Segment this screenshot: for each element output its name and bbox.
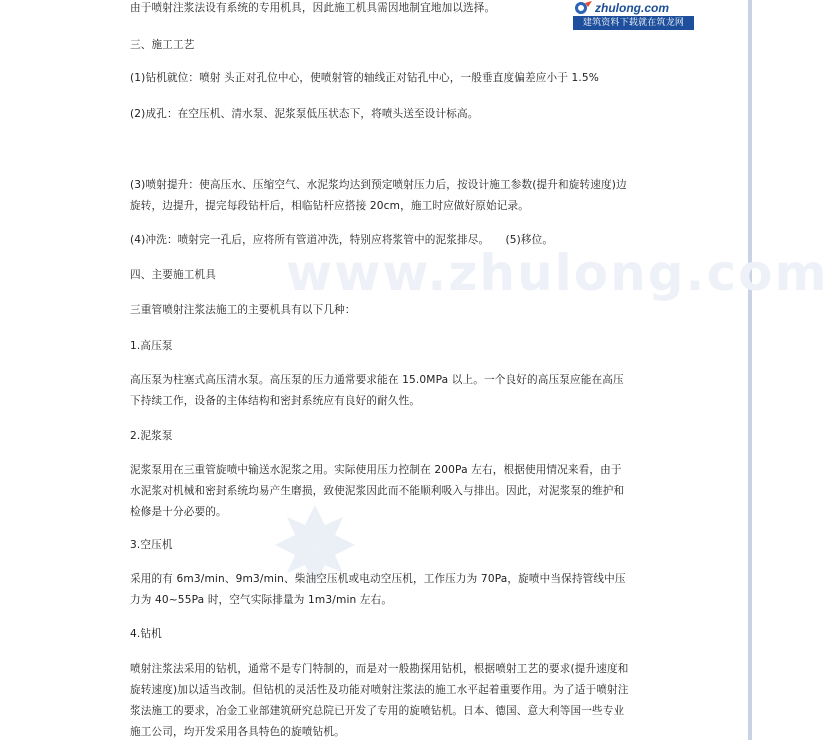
- subheading-high-pressure-pump: 1.高压泵: [130, 340, 173, 352]
- step-2-paragraph: (2)成孔：在空压机、清水泵、泥浆泵低压状态下，将喷头送至设计标高。: [130, 108, 479, 120]
- brand-slogan: 建筑资料下载就在筑龙网: [573, 16, 694, 30]
- step-3-paragraph: (3)喷射提升：使高压水、压缩空气、水泥浆均达到预定喷射压力后，按设计施工参数(提升和旋转速度)边旋转，边提升，提完每段钻杆后，相临钻杆应搭接 20cm，施工时应做好原始记录。: [130, 179, 627, 212]
- intro-paragraph: 由于喷射注浆法设有系统的专用机具，因此施工机具需因地制宜地加以选择。: [130, 2, 496, 14]
- step-1-paragraph: (1)钻机就位：喷射 头正对孔位中心，使喷射管的轴线正对钻孔中心，一般垂直度偏差应小于 1.5%: [130, 72, 600, 84]
- watermark-text: www.zhulong.com: [286, 244, 829, 302]
- zhulong-logo-icon: [573, 0, 593, 16]
- subheading-mud-pump: 2.泥浆泵: [130, 430, 173, 442]
- section-heading-process: 三、施工工艺: [130, 39, 195, 51]
- brand-name: zhulong.com: [595, 1, 669, 15]
- step-4-paragraph: (4)冲洗：喷射完一孔后，应将所有管道冲洗，特别应将浆管中的泥浆排尽。 (5)移位。: [130, 234, 554, 246]
- drilling-rig-paragraph: 喷射注浆法采用的钻机，通常不是专门特制的，而是对一般勘探用钻机，根据喷射工艺的要求(提升速度和旋转速度)加以适当改制。但钻机的灵活性及功能对喷射注浆法的施工水平起着重要作用。为了适于喷射注浆法施工的要求，冶金工业部建筑研究总院已开发了专用的旋喷钻机。日本、德国、意大利等国一些专业施工公司，均开发采用各具特色的旋喷钻机。: [130, 663, 629, 738]
- brand-top: [573, 0, 694, 16]
- air-compressor-paragraph: 采用的有 6m3/min、9m3/min、柴油空压机或电动空压机，工作压力为 70Pa，旋喷中当保持管线中压力为 40~55Pa 时，空气实际排量为 1m3/min 左右。: [130, 573, 626, 606]
- brand-header[interactable]: [573, 0, 694, 30]
- subheading-air-compressor: 3.空压机: [130, 539, 173, 551]
- high-pressure-pump-paragraph: 高压泵为柱塞式高压清水泵。高压泵的压力通常要求能在 15.0MPa 以上。一个良好的高压泵应能在高压下持续工作，设备的主体结构和密封系统应有良好的耐久性。: [130, 374, 624, 407]
- mud-pump-paragraph: 泥浆泵用在三重管旋喷中输送水泥浆之用。实际使用压力控制在 200Pa 左右，根据使用情况来看，由于水泥浆对机械和密封系统均易产生磨损，致使泥浆因此而不能顺利吸入与排出。因此，对泥浆泵的维护和检修是十分必要的。: [130, 464, 625, 518]
- subheading-drilling-rig: 4.钻机: [130, 628, 162, 640]
- equipment-intro-paragraph: 三重管喷射注浆法施工的主要机具有以下几种：: [130, 304, 356, 316]
- section-heading-equipment: 四、主要施工机具: [130, 269, 216, 281]
